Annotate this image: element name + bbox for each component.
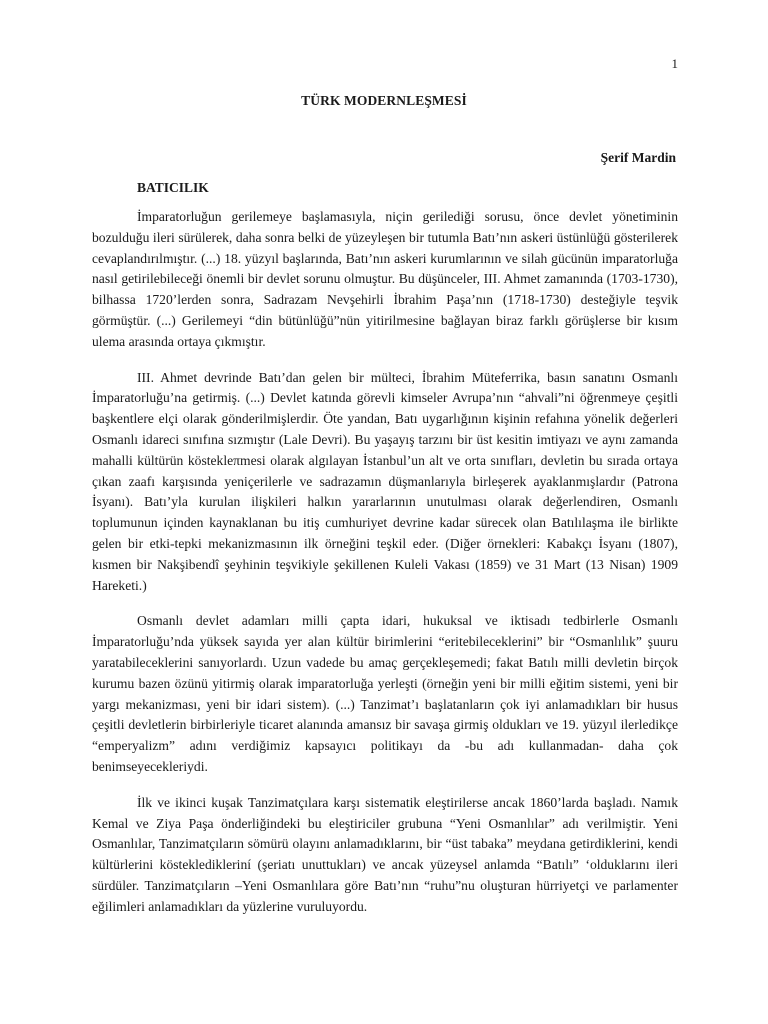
paragraph-1: İmparatorluğun gerilemeye başlamasıyla, niçin gerilediği sorusu, önce devlet yönetiminin bozulduğu ileri sürülerek, daha sonra belki de yüzeyleşen bir tutumla Batı’nın askeri üstünlüğü gösterilerek cevaplandırılmıştır. (...) 18. yüzyıl başlarında, Batı’nın askeri kurumlarının ve silah gücünün imparatorluğa nasıl getirilebileceği önemli bir devlet sorunu olmuştur. Bu düşünceler, III. Ahmet zamanında (1703-1730), bilhassa 1720’lerden sonra, Sadrazam Nevşehirli İbrahim Paşa’nın (1718-1730) desteğiyle teşvik görmüştür. (...) Gerilemeyi “din bütünlüğü”nün yitirilmesine bağlayan biraz farklı görüşlerse bir kısım ulema arasında ortaya çıkmıştır.	[92, 209, 678, 349]
paragraph-2: III. Ahmet devrinde Batı’dan gelen bir mülteci, İbrahim Müteferrika, basın sanatını Osmanlı İmparatorluğu’na getirmiş. (...) Devlet katında görevli kimseler Avrupa’nın “ahvali”ni öğrenmeye çeşitli başkentlere elçi olarak gönderilmişlerdir. Öte yandan, Batı uygarlığının kişinin refahına yönelik değerleri Osmanlı idareci sınıfına sızmıştır (Lale Devri). Bu yaşayış tarzını bir üst kesitin imtiyazı ve aynı zamanda mahalli kültürün köstekleπmesi olarak algılayan İstanbul’un alt ve orta sınıfları, devletin bu sırada ortaya çıkan zaafı karşısında yeniçerilerle ve sadrazamın düşmanlarıyla birleşerek ayaklanmışlardır (Patrona İsyanı). Batı’yla kurulan ilişkileri halkın yararlarının unutulması olarak değerlendiren, Osmanlı toplumunun içinden kaynaklanan bu itiş cumhuriyet devrine kadar sürecek olan Batılılaşma ile birlikte gelen bir etki-tepki mekanizmasının ilk örneğini teşkil eder. (Diğer örnekleri: Kabakçı İsyanı (1807), kısmen bir Nakşibendî şeyhinin teşvikiyle şekillenen Kuleli Vakası (1859) ve 31 Mart (13 Nisan) 1909 Hareketi.)	[92, 369, 678, 593]
author-name: Şerif Mardin	[600, 150, 676, 165]
body-text	[92, 207, 678, 933]
paragraph-3: Osmanlı devlet adamları milli çapta idari, hukuksal ve iktisadı tedbirlerle Osmanlı İmparatorluğu’nda yüksek sayıda yer alan kültür birimlerini “eritebileceklerini” bir “Osmanlılık” şuuru yaratabileceklerini sanıyorlardı. Uzun vadede bu amaç gerçekleşemedi; fakat Batılı milli devletin birçok kurumu bazen özünü yitirmiş olarak imparatorluğa yerleşti (örneğin yeni bir milli eğitim sistemi, yeni bir yargı mekanizması, yeni bir idari sistem). (...) Tanzimat’ı başlatanların çok iyi anlamadıkları bir husus çeşitli devletlerin birbirleriyle ticaret alanında amansız bir savaşa girmiş oldukları ve 19. yüzyıl ilerledikçe “emperyalizm” adını verdiğimiz kapsayıcı politikayı da -bu adı kullanmadan- daha çok benimseyecekleriydi.	[92, 613, 678, 774]
section-heading: BATICILIK	[137, 180, 209, 195]
document-title: TÜRK MODERNLEŞMESİ	[301, 93, 467, 108]
paragraph-4: İlk ve ikinci kuşak Tanzimatçılara karşı sistematik eleştirilerse ancak 1860’larda başladı. Namık Kemal ve Ziya Paşa önderliğindeki bu eleştiriciler grubuna “Yeni Osmanlılar” adı verilmiştir. Yeni Osmanlılar, Tanzimatçıların sömürü olayını anlamadıklarını, bir “üst tabaka” meydana getirdiklerini, kendi kültürlerini köstekledikleriní (şeriatı unuttukları) ve ancak yüzeysel anlamda “Batılı” ‘olduklarını ileri sürdüler. Tanzimatçıların –Yeni Osmanlılara göre Batı’nın “ruhu”nu oluşturan hürriyetçi ve parlamenter eğilimleri anlamadıkları da yüzlerine vuruluyordu.	[92, 794, 678, 914]
page-number: 1	[671, 56, 678, 71]
